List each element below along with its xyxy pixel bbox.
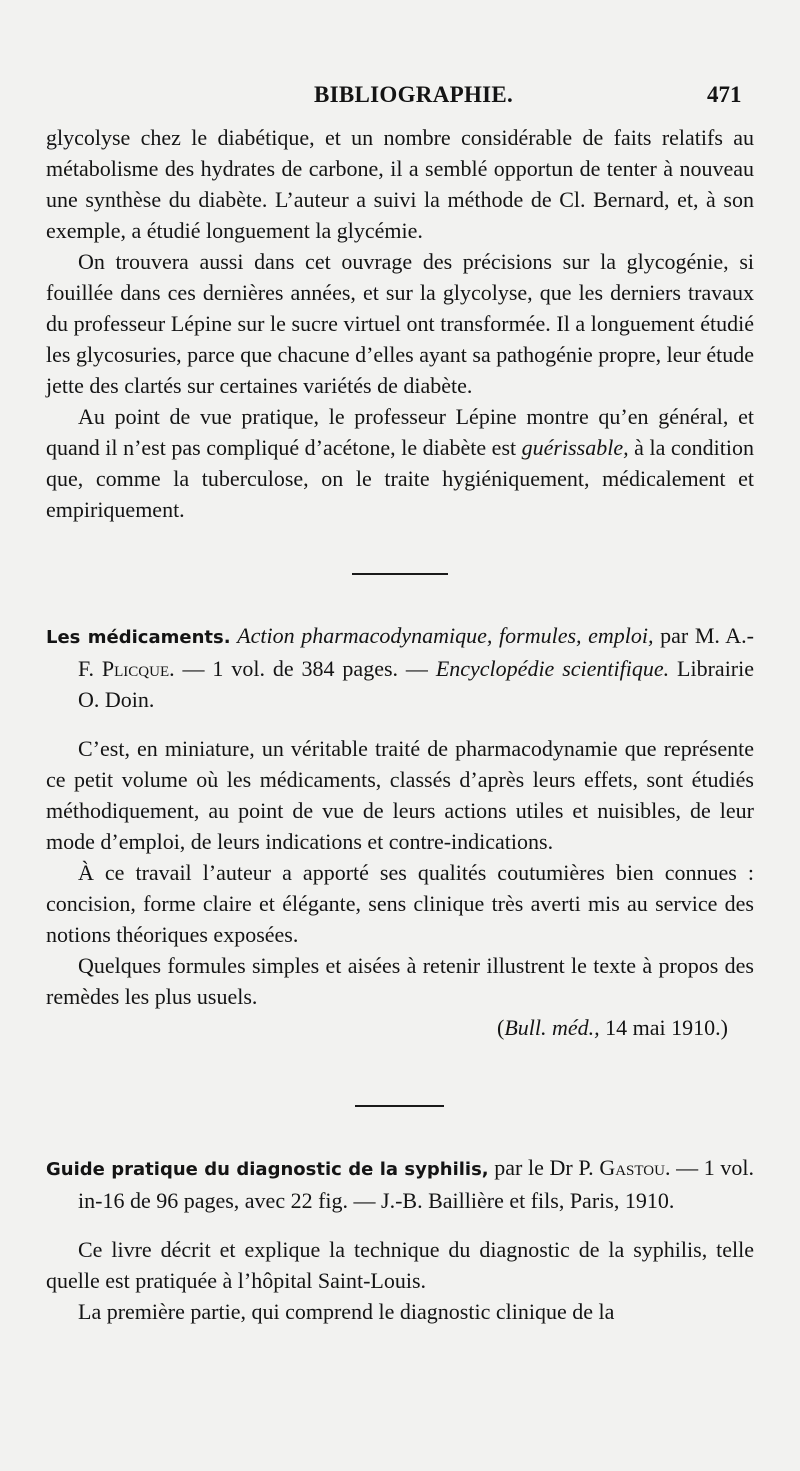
entry-review — [46, 733, 754, 1043]
running-title: BIBLIOGRAPHIE. — [314, 82, 514, 107]
emphasis: guérissable, — [521, 435, 629, 460]
entry-by: par le Dr P. — [494, 1155, 594, 1180]
source-citation — [46, 1012, 754, 1043]
paragraph: Quelques formules simples et aisées à retenir illustrent le texte à propos des remèdes les plus usuels. — [46, 953, 754, 1009]
source-journal: Bull. méd., — [504, 1015, 600, 1040]
paragraph: C’est, en miniature, un véritable traité de pharmacodynamie que représente ce petit volume où les médicaments, classés d’après leurs effets, sont étudiés méthodiquement, au point de vue de leurs actions utiles et nuisibles, de leur mode d’emploi, de leurs indications et contre-indications. — [46, 736, 754, 854]
paragraph: La première partie, qui comprend le diagnostic clinique de la — [78, 1299, 615, 1324]
section-divider — [355, 1105, 444, 1107]
entry-citation — [46, 1152, 754, 1216]
source-date: 14 mai 1910.) — [599, 1015, 728, 1040]
review-continuation — [46, 122, 754, 525]
entry-subtitle: Action pharmacodynamique, formules, emploi, — [237, 623, 654, 648]
entry-details: — 1 vol. in-16 de 96 pages, avec 22 fig. — J.-B. Baillière et fils, Paris, 1910. — [78, 1155, 754, 1213]
paragraph — [46, 401, 754, 525]
entry-series: Encyclopédie scientifique. — [435, 656, 670, 681]
paragraph: À ce travail l’auteur a apporté ses qualités coutumières bien connues : concision, forme claire et élégante, sens clinique très averti mis au service des notions théoriques exposées. — [46, 860, 754, 947]
paragraph: Ce livre décrit et explique la technique du diagnostic de la syphilis, telle quelle est pratiquée à l’hôpital Saint-Louis. — [46, 1237, 754, 1293]
entry-title: Guide pratique du diagnostic de la syphilis, — [46, 1159, 489, 1180]
entry-volume: — 1 vol. de 384 pages. — — [182, 656, 428, 681]
page-number: 471 — [707, 82, 742, 107]
entry-citation — [46, 620, 754, 715]
entry-review — [46, 1234, 754, 1327]
text-run: Au point de vue pratique, le professeur Lépine montre qu’en général, et quand il n’est pas compliqué d’acétone, le diabète est — [46, 404, 754, 460]
bibliography-entry — [46, 1152, 754, 1327]
source-paren: ( — [497, 1015, 505, 1040]
entry-author: Gastou. — [599, 1155, 671, 1180]
entry-publisher: Librairie O. Doin. — [78, 656, 755, 712]
paragraph: On trouvera aussi dans cet ouvrage des précisions sur la glycogénie, si fouillée dans ces dernières années, et sur la glycolyse, que les derniers travaux du professeur Lépine sur le sucre virtuel ont transformée. Il a longuement étudié les glycosuries, parce que chacune d’elles ayant sa pathogénie propre, leur étude jette des clartés sur certaines variétés de diabète. — [46, 249, 754, 398]
paragraph: glycolyse chez le diabétique, et un nombre considérable de faits relatifs au métabolisme des hydrates de carbone, il a semblé opportun de tenter à nouveau une synthèse du diabète. L’auteur a suivi la méthode de Cl. Bernard, et, à son exemple, a étudié longuement la glycémie. — [46, 125, 754, 243]
entry-by: par M. A.-F. — [78, 623, 755, 681]
text-run: à la condition que, comme la tuberculose, on le traite hygiéniquement, médicalement et empiriquement. — [46, 435, 754, 522]
bibliography-entry — [46, 620, 754, 1043]
page-header — [0, 78, 800, 114]
entry-author: Plicque. — [101, 656, 175, 681]
section-divider — [352, 573, 448, 575]
entry-title: Les médicaments. — [46, 627, 231, 648]
